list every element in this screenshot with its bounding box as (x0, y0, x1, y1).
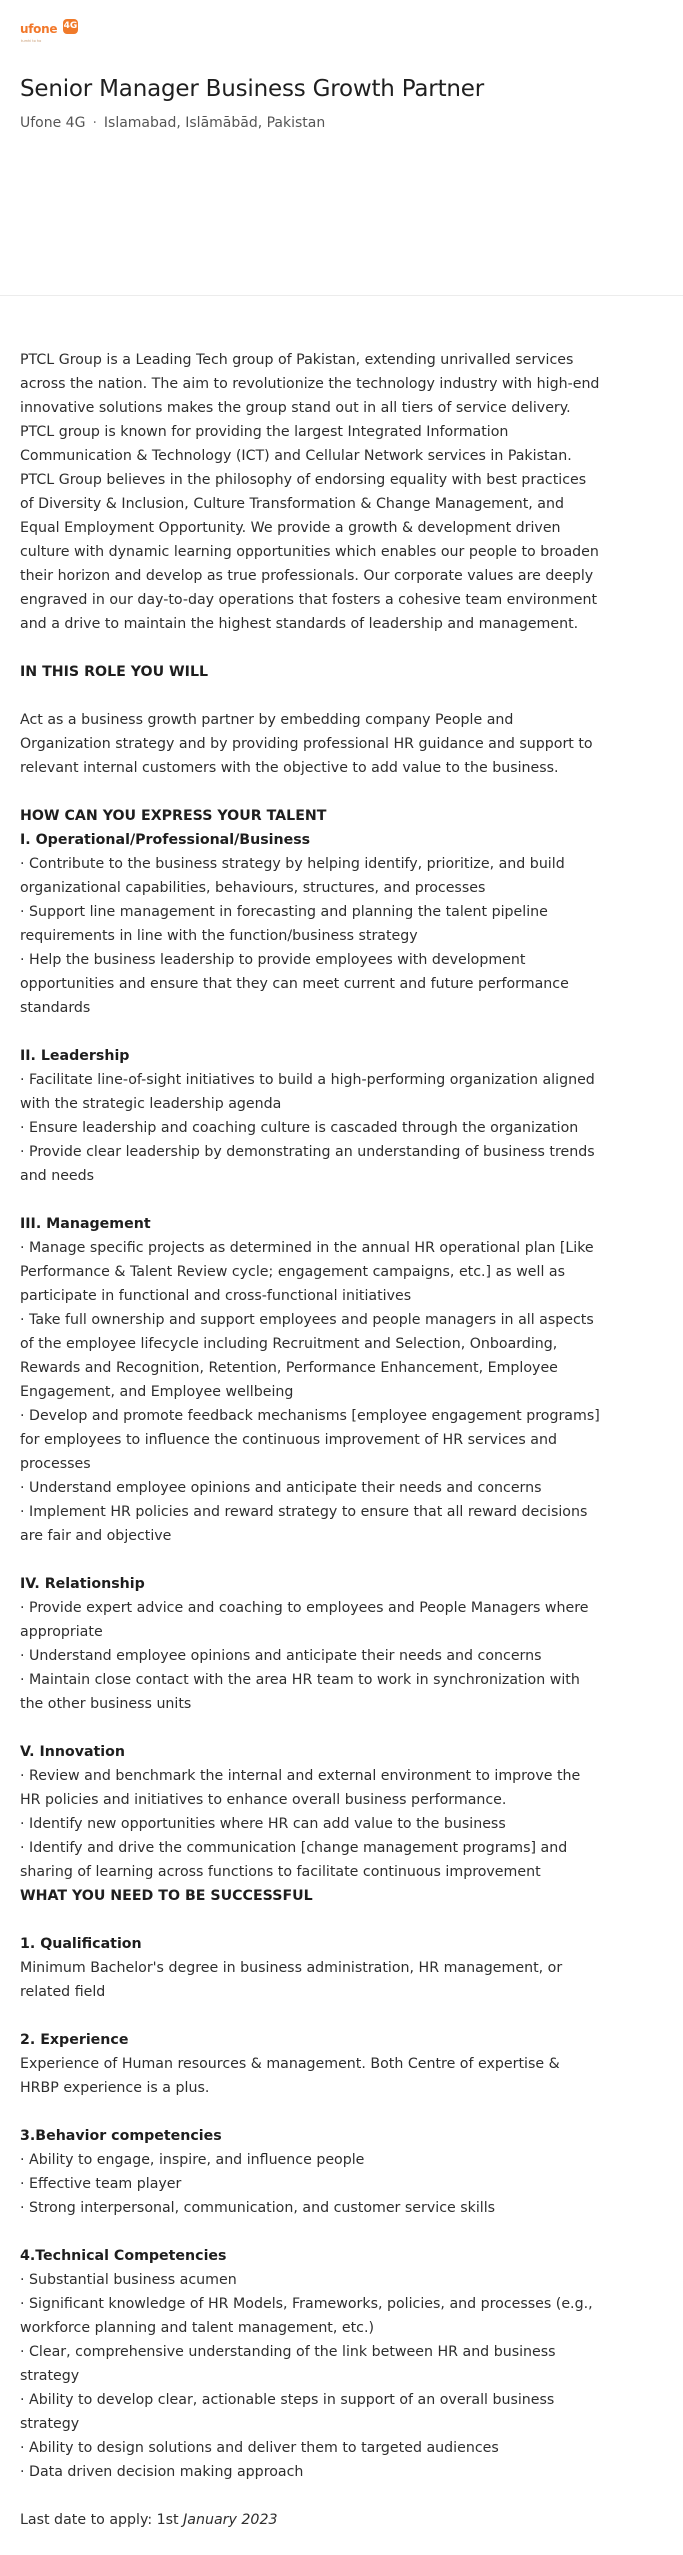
list-item: Experience of Human resources & management. Both Centre of expertise & HRBP experience is a plus. (20, 2056, 560, 2096)
list-item: · Understand employee opinions and anticipate their needs and concerns (20, 1648, 542, 1664)
list-item: · Contribute to the business strategy by helping identify, prioritize, and build organizational capabilities, behaviours, structures, and processes (20, 856, 565, 896)
apply-deadline (20, 2508, 600, 2532)
list-item: · Provide clear leadership by demonstrating an understanding of business trends and needs (20, 1144, 595, 1184)
deadline-label: Last date to apply: 1st (20, 2512, 184, 2528)
job-location: Islamabad, Islāmābād, Pakistan (103, 115, 326, 131)
list-item: · Ability to develop clear, actionable steps in support of an overall business strategy (20, 2392, 555, 2432)
list-item: · Maintain close contact with the area HR team to work in synchronization with the other business units (20, 1672, 580, 1712)
list-item: · Identify and drive the communication [change management programs] and sharing of learning across functions to facilitate continuous improvement (20, 1840, 568, 1880)
list-item: · Facilitate line-of-sight initiatives to build a high-performing organization aligned with the strategic leadership agenda (20, 1072, 595, 1112)
deadline-date: January 2023 (183, 2512, 278, 2528)
list-item: · Ensure leadership and coaching culture is cascaded through the organization (20, 1120, 579, 1136)
success-section-technical (20, 2244, 600, 2484)
talent-section-leadership (20, 1044, 600, 1188)
logo-4g-badge: 4G (63, 19, 78, 34)
job-title: Senior Manager Business Growth Partner (20, 76, 484, 102)
section-title: IV. Relationship (20, 1576, 145, 1592)
job-description (20, 348, 600, 2532)
list-item: · Clear, comprehensive understanding of the link between HR and business strategy (20, 2344, 556, 2384)
list-item: · Support line management in forecasting and planning the talent pipeline requirements in line with the function/business strategy (20, 904, 548, 944)
company-name[interactable]: Ufone 4G (20, 115, 86, 131)
list-item: · Provide expert advice and coaching to employees and People Managers where appropriate (20, 1600, 589, 1640)
job-header (0, 0, 683, 296)
talent-heading: HOW CAN YOU EXPRESS YOUR TALENT (20, 808, 327, 824)
logo-tagline: tumhi to ho (21, 39, 42, 43)
list-item: · Significant knowledge of HR Models, Frameworks, policies, and processes (e.g., workforce planning and talent management, etc.) (20, 2296, 593, 2336)
success-section-qualification (20, 1932, 600, 2004)
section-title: I. Operational/Professional/Business (20, 832, 311, 848)
section-title: 1. Qualification (20, 1936, 142, 1952)
talent-section-operational (20, 828, 600, 1020)
section-title: III. Management (20, 1216, 151, 1232)
list-item: Minimum Bachelor's degree in business administration, HR management, or related field (20, 1960, 563, 2000)
section-title: 3.Behavior competencies (20, 2128, 222, 2144)
meta-separator: · (92, 115, 97, 131)
list-item: · Understand employee opinions and anticipate their needs and concerns (20, 1480, 542, 1496)
list-item: · Implement HR policies and reward strategy to ensure that all reward decisions are fair and objective (20, 1504, 588, 1544)
list-item: · Develop and promote feedback mechanisms [employee engagement programs] for employees to influence the continuous improvement of HR services and processes (20, 1408, 600, 1472)
role-paragraph: Act as a business growth partner by embedding company People and Organization strategy and by providing professional HR guidance and support to relevant internal customers with the objective to add value to the business. (20, 712, 593, 776)
section-title: 4.Technical Competencies (20, 2248, 227, 2264)
list-item: · Substantial business acumen (20, 2272, 237, 2288)
job-meta (20, 115, 325, 131)
success-section-experience (20, 2028, 600, 2100)
list-item: · Strong interpersonal, communication, and customer service skills (20, 2200, 496, 2216)
talent-section-management (20, 1212, 600, 1548)
list-item: · Ability to design solutions and deliver them to targeted audiences (20, 2440, 499, 2456)
role-heading: IN THIS ROLE YOU WILL (20, 664, 209, 680)
list-item: · Help the business leadership to provide employees with development opportunities and ensure that they can meet current and future performance standards (20, 952, 569, 1016)
list-item: · Manage specific projects as determined in the annual HR operational plan [Like Performance & Talent Review cycle; engagement campaigns, etc.] as well as participate in functional and cross-functional initiatives (20, 1240, 594, 1304)
list-item: · Identify new opportunities where HR can add value to the business (20, 1816, 506, 1832)
success-section-behavior (20, 2124, 600, 2220)
company-logo[interactable] (20, 18, 86, 46)
section-title: 2. Experience (20, 2032, 129, 2048)
logo-wordmark: ufone (20, 22, 58, 36)
talent-section-relationship (20, 1572, 600, 1716)
section-title: II. Leadership (20, 1048, 130, 1064)
talent-section-innovation (20, 1740, 600, 1884)
section-title: V. Innovation (20, 1744, 126, 1760)
intro-paragraph: PTCL Group is a Leading Tech group of Pakistan, extending unrivalled services across the nation. The aim to revolutionize the technology industry with high-end innovative solutions makes the group stand out in all tiers of service delivery. PTCL group is known for providing the largest Integrated Information Communication & Technology (ICT) and Cellular Network services in Pakistan. PTCL Group believes in the philosophy of endorsing equality with best practices of Diversity & Inclusion, Culture Transformation & Change Management, and Equal Employment Opportunity. We provide a growth & development driven culture with dynamic learning opportunities which enables our people to broaden their horizon and develop as true professionals. Our corporate values are deeply engraved in our day-to-day operations that fosters a cohesive team environment and a drive to maintain the highest standards of leadership and management. (20, 352, 600, 632)
list-item: · Ability to engage, inspire, and influence people (20, 2152, 365, 2168)
list-item: · Review and benchmark the internal and external environment to improve the HR policies and initiatives to enhance overall business performance. (20, 1768, 581, 1808)
list-item: · Effective team player (20, 2176, 182, 2192)
list-item: · Data driven decision making approach (20, 2464, 304, 2480)
success-heading: WHAT YOU NEED TO BE SUCCESSFUL (20, 1888, 313, 1904)
list-item: · Take full ownership and support employees and people managers in all aspects of the employee lifecycle including Recruitment and Selection, Onboarding, Rewards and Recognition, Retention, Performance Enhancement, Employee Engagement, and Employee wellbeing (20, 1312, 594, 1400)
